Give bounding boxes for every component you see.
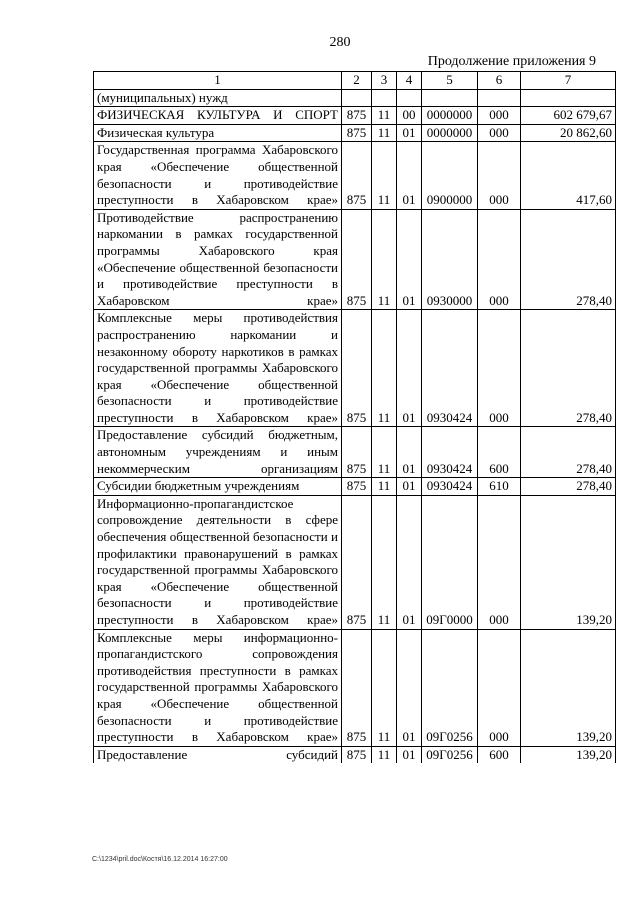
cell-amount: 139,20	[521, 746, 616, 763]
table-row	[94, 89, 616, 107]
cell-amount: 417,60	[521, 142, 616, 209]
cell-subsection: 01	[397, 478, 422, 496]
cell-section	[372, 89, 397, 107]
cell-subsection: 01	[397, 629, 422, 746]
table-row	[94, 142, 616, 209]
cell-amount: 278,40	[521, 209, 616, 310]
appendix-continuation-title: Продолжение приложения 9	[427, 54, 596, 69]
cell-expense-type: 000	[478, 495, 521, 629]
cell-section: 11	[372, 310, 397, 427]
cell-target-article: 0000000	[422, 124, 478, 142]
cell-target-article: 0930424	[422, 310, 478, 427]
row-name: ФИЗИЧЕСКАЯ КУЛЬТУРА И СПОРТ	[94, 107, 342, 125]
cell-amount: 278,40	[521, 310, 616, 427]
cell-section: 11	[372, 107, 397, 125]
cell-amount: 139,20	[521, 495, 616, 629]
cell-expense-type	[478, 89, 521, 107]
row-name: Комплексные меры информационно-пропагандистского сопровождения противодействия преступности в рамках государственной программы Хабаровского края «Обеспечение общественной безопасности и противодействие преступности в Хабаровском крае»	[94, 629, 342, 746]
cell-expense-type: 000	[478, 310, 521, 427]
cell-amount: 278,40	[521, 478, 616, 496]
cell-ministry-code: 875	[342, 124, 372, 142]
table-row	[94, 107, 616, 125]
cell-amount	[521, 89, 616, 107]
cell-target-article: 0900000	[422, 142, 478, 209]
table-row	[94, 629, 616, 746]
table-row	[94, 124, 616, 142]
table-row	[94, 746, 616, 763]
cell-section: 11	[372, 124, 397, 142]
row-name: Предоставление субсидий	[94, 746, 342, 763]
cell-target-article: 09Г0000	[422, 495, 478, 629]
cell-target-article	[422, 89, 478, 107]
cell-subsection: 01	[397, 495, 422, 629]
cell-target-article: 0000000	[422, 107, 478, 125]
cell-amount: 278,40	[521, 427, 616, 478]
cell-expense-type: 610	[478, 478, 521, 496]
cell-amount: 139,20	[521, 629, 616, 746]
cell-subsection: 01	[397, 209, 422, 310]
cell-section: 11	[372, 142, 397, 209]
cell-target-article: 0930000	[422, 209, 478, 310]
header-cell: 1	[94, 72, 342, 90]
cell-target-article: 0930424	[422, 478, 478, 496]
table-header-row	[94, 72, 616, 90]
row-name: Комплексные меры противодействия распространению наркомании и незаконному обороту наркотиков в рамках государственной программы Хабаровского края «Обеспечение общественной безопасности и противодействие преступности в Хабаровском крае»	[94, 310, 342, 427]
row-name: (муниципальных) нужд	[94, 89, 342, 107]
table-row	[94, 495, 616, 629]
cell-expense-type: 000	[478, 124, 521, 142]
cell-subsection: 01	[397, 310, 422, 427]
row-name: Субсидии бюджетным учреждениям	[94, 478, 342, 496]
cell-expense-type: 600	[478, 746, 521, 763]
cell-ministry-code: 875	[342, 107, 372, 125]
cell-ministry-code: 875	[342, 427, 372, 478]
header-cell: 5	[422, 72, 478, 90]
cell-ministry-code: 875	[342, 746, 372, 763]
table-row	[94, 310, 616, 427]
cell-subsection: 01	[397, 427, 422, 478]
file-path-footer: C:\1234\pril.doc\Костя\16.12.2014 16:27:00	[92, 856, 228, 863]
cell-subsection: 01	[397, 746, 422, 763]
cell-expense-type: 000	[478, 107, 521, 125]
row-name: Информационно-пропагандистское сопровождение деятельности в сфере обеспечения общественной безопасности и профилактики правонарушений в рамках государственной программы Хабаровского края «Обеспечение общественной безопасности и противодействие преступности в Хабаровском крае»	[94, 495, 342, 629]
table-row	[94, 209, 616, 310]
header-cell: 7	[521, 72, 616, 90]
page-number: 280	[329, 35, 351, 50]
cell-ministry-code: 875	[342, 629, 372, 746]
cell-ministry-code: 875	[342, 478, 372, 496]
cell-ministry-code: 875	[342, 495, 372, 629]
cell-ministry-code	[342, 89, 372, 107]
cell-section: 11	[372, 746, 397, 763]
cell-section: 11	[372, 495, 397, 629]
header-cell: 3	[372, 72, 397, 90]
cell-section: 11	[372, 629, 397, 746]
header-cell: 2	[342, 72, 372, 90]
cell-amount: 602 679,67	[521, 107, 616, 125]
table-row	[94, 427, 616, 478]
table-row	[94, 478, 616, 496]
cell-subsection	[397, 89, 422, 107]
cell-target-article: 09Г0256	[422, 629, 478, 746]
header-cell: 6	[478, 72, 521, 90]
cell-section: 11	[372, 209, 397, 310]
cell-expense-type: 000	[478, 142, 521, 209]
cell-ministry-code: 875	[342, 209, 372, 310]
cell-subsection: 00	[397, 107, 422, 125]
row-name: Предоставление субсидий бюджетным, автономным учреждениям и иным некоммерческим организациям	[94, 427, 342, 478]
cell-subsection: 01	[397, 124, 422, 142]
budget-table	[93, 71, 616, 763]
cell-ministry-code: 875	[342, 310, 372, 427]
cell-expense-type: 000	[478, 209, 521, 310]
row-name: Физическая культура	[94, 124, 342, 142]
header-cell: 4	[397, 72, 422, 90]
cell-target-article: 09Г0256	[422, 746, 478, 763]
cell-expense-type: 600	[478, 427, 521, 478]
cell-ministry-code: 875	[342, 142, 372, 209]
cell-amount: 20 862,60	[521, 124, 616, 142]
cell-section: 11	[372, 478, 397, 496]
row-name: Противодействие распространению наркомании в рамках государственной программы Хабаровского края «Обеспечение общественной безопасности и противодействие преступности в Хабаровском крае»	[94, 209, 342, 310]
cell-expense-type: 000	[478, 629, 521, 746]
cell-subsection: 01	[397, 142, 422, 209]
cell-section: 11	[372, 427, 397, 478]
cell-target-article: 0930424	[422, 427, 478, 478]
row-name: Государственная программа Хабаровского края «Обеспечение общественной безопасности и противодействие преступности в Хабаровском крае»	[94, 142, 342, 209]
